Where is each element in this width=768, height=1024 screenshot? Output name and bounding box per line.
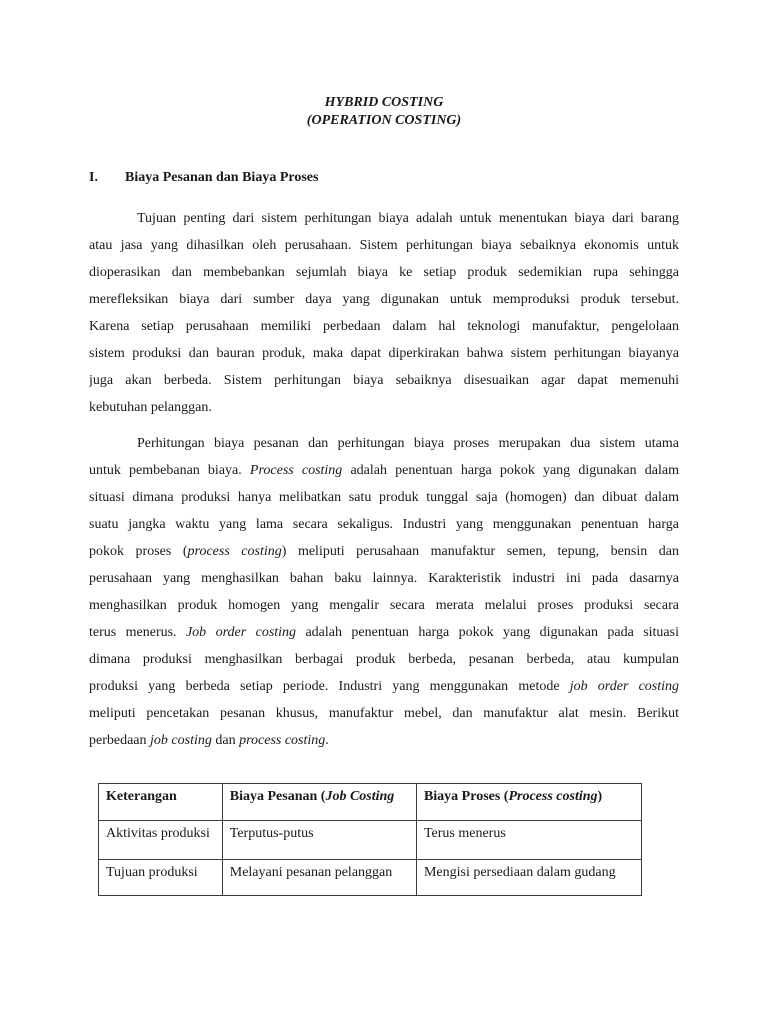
- table-cell: Aktivitas produksi: [99, 821, 223, 860]
- header-text: Biaya Pesanan (: [229, 789, 326, 804]
- italic-term: process costing: [187, 544, 282, 559]
- paragraph-line: [89, 727, 679, 754]
- italic-term: job costing: [150, 733, 212, 748]
- header-italic-term: Process costing: [508, 789, 598, 804]
- section-heading: [89, 169, 318, 187]
- paragraph-line: [89, 538, 679, 565]
- text-run: pokok proses (: [89, 544, 188, 559]
- paragraph-line: sistem produksi dan bauran produk, maka dapat diperkirakan bahwa sistem perhitungan biayanya: [89, 346, 679, 361]
- paragraph-line: Perhitungan biaya pesanan dan perhitungan biaya proses merupakan dua sistem utama: [137, 436, 679, 451]
- text-run: produksi yang berbeda setiap periode. Industri yang menggunakan metode: [89, 679, 570, 694]
- table-header-cell: Keterangan: [99, 784, 223, 821]
- table-cell: Mengisi persediaan dalam gudang: [416, 860, 641, 896]
- text-run: adalah penentuan harga pokok yang digunakan pada situasi: [296, 625, 679, 640]
- italic-term: Job order costing: [185, 625, 297, 640]
- text-run: ) meliputi perusahaan manufaktur semen, tepung, bensin dan: [281, 544, 679, 559]
- header-text: Biaya Proses (: [423, 789, 509, 804]
- header-italic-term: Job Costing: [325, 789, 395, 804]
- table-cell: Tujuan produksi: [99, 860, 223, 896]
- italic-term: process costing: [239, 733, 326, 748]
- paragraph-line: suatu jangka waktu yang lama secara sekaligus. Industri yang menggunakan penentuan harga: [89, 517, 679, 532]
- paragraph-line: [89, 619, 679, 646]
- paragraph-1: [89, 205, 679, 421]
- paragraph-line: merefleksikan biaya dari sumber daya yang digunakan untuk memproduksi produk tersebut.: [89, 292, 679, 307]
- paragraph-line: dimana produksi menghasilkan berbagai produk berbeda, pesanan berbeda, atau kumpulan: [89, 652, 679, 667]
- italic-term: Process costing: [249, 463, 343, 478]
- text-run: terus menerus.: [89, 625, 186, 640]
- paragraph-line: meliputi pencetakan pesanan khusus, manufaktur mebel, dan manufaktur alat mesin. Berikut: [89, 706, 679, 721]
- paragraph-line: Tujuan penting dari sistem perhitungan biaya adalah untuk menentukan biaya dari barang: [137, 211, 679, 226]
- paragraph-line: atau jasa yang dihasilkan oleh perusahaan. Sistem perhitungan biaya sebaiknya ekonomis untuk: [89, 238, 679, 253]
- paragraph-line: [89, 673, 679, 700]
- section-number: I.: [89, 170, 98, 185]
- paragraph-line: dioperasikan dan membebankan sejumlah biaya ke setiap produk sedemikian rupa sehingga: [89, 265, 679, 280]
- text-run: .: [325, 733, 329, 748]
- table-header-cell: [416, 784, 641, 821]
- table-header-cell: [222, 784, 416, 821]
- paragraph-line: juga akan berbeda. Sistem perhitungan biaya sebaiknya disesuaikan agar dapat memenuhi: [89, 373, 679, 388]
- paragraph-line: kebutuhan pelanggan.: [89, 400, 212, 415]
- table-cell: Terus menerus: [416, 821, 641, 860]
- paragraph-line: [89, 457, 679, 484]
- table-row: [99, 860, 642, 896]
- table-header-row: [99, 784, 642, 821]
- paragraph-line: situasi dimana produksi hanya melibatkan satu produk tunggal saja (homogen) dan dibuat dalam: [89, 490, 679, 505]
- table-cell: Terputus-putus: [222, 821, 416, 860]
- paragraph-2: [89, 430, 679, 754]
- comparison-table: [98, 783, 642, 896]
- paragraph-line: menghasilkan produk homogen yang mengalir secara merata melalui proses produksi secara: [89, 598, 679, 613]
- table-row: [99, 821, 642, 860]
- document-subtitle: (OPERATION COSTING): [306, 113, 462, 128]
- document-title: HYBRID COSTING: [324, 95, 444, 110]
- text-run: perbedaan: [89, 733, 151, 748]
- table-cell: Melayani pesanan pelanggan: [222, 860, 416, 896]
- paragraph-line: perusahaan yang menghasilkan bahan baku lainnya. Karakteristik industri ini pada dasarnya: [89, 571, 679, 586]
- italic-term: job order costing: [569, 679, 679, 694]
- paragraph-line: Karena setiap perusahaan memiliki perbedaan dalam hal teknologi manufaktur, pengelolaan: [89, 319, 679, 334]
- text-run: untuk pembebanan biaya.: [89, 463, 250, 478]
- text-run: adalah penentuan harga pokok yang digunakan dalam: [342, 463, 679, 478]
- section-title: Biaya Pesanan dan Biaya Proses: [125, 170, 319, 185]
- header-text: ): [597, 789, 603, 804]
- text-run: dan: [211, 733, 240, 748]
